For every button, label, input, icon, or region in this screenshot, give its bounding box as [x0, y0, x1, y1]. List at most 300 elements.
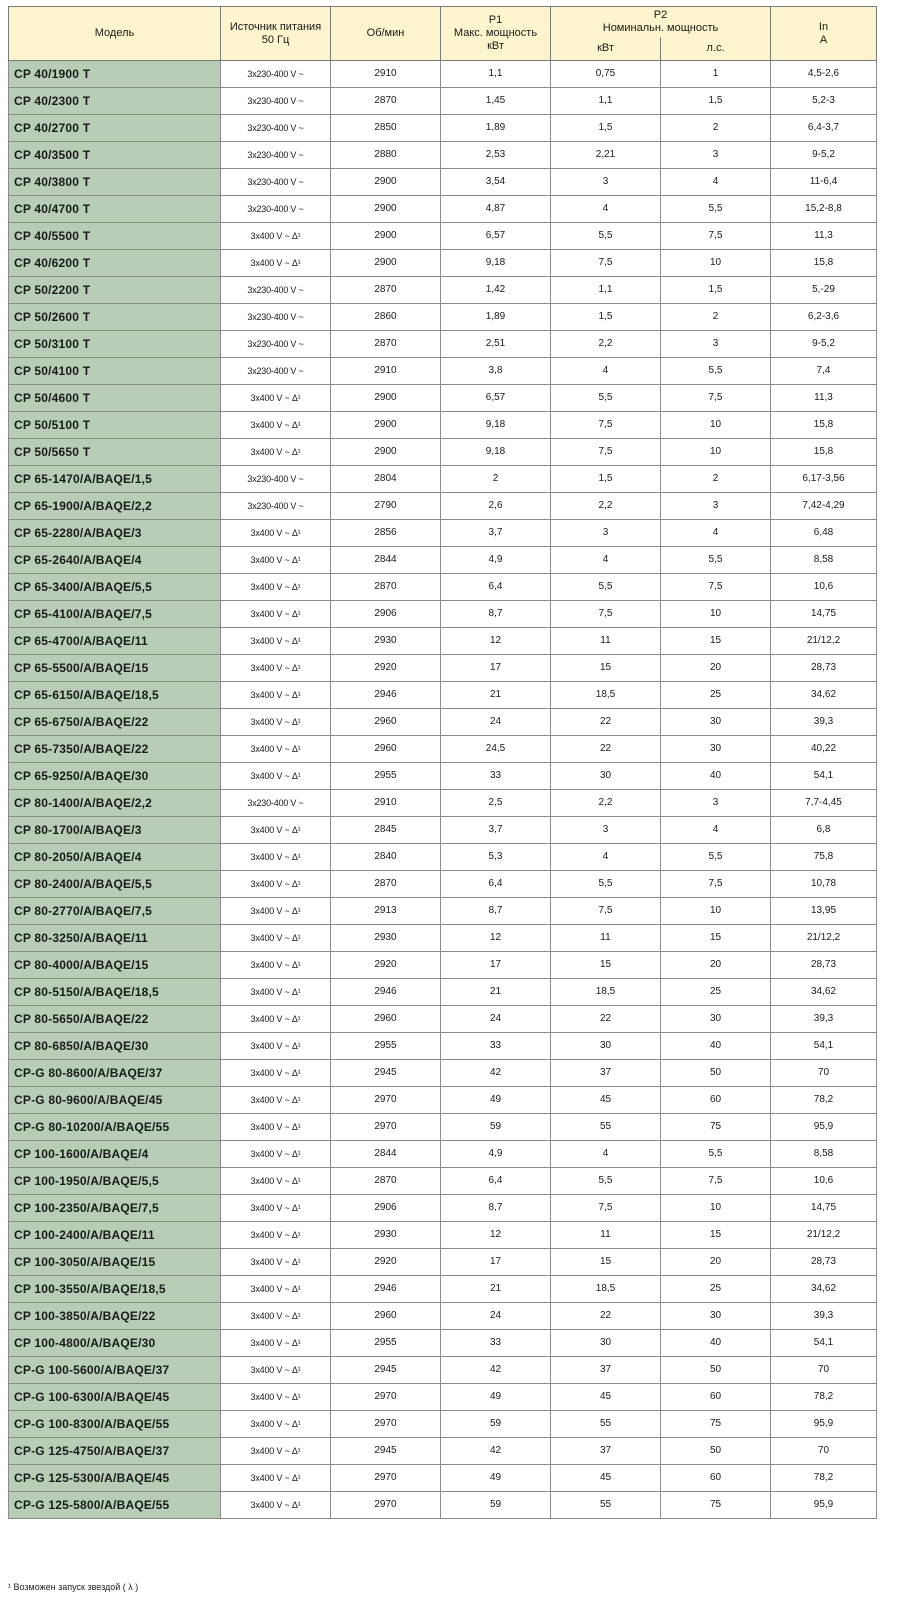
- power-source-cell: 3x400 V ~ Δ¹: [221, 547, 331, 574]
- current-cell: 21/12,2: [771, 1222, 877, 1249]
- power-source-cell: 3x400 V ~ Δ¹: [221, 1060, 331, 1087]
- rpm-cell: 2955: [331, 1330, 441, 1357]
- p2-hp-cell: 5,5: [661, 358, 771, 385]
- current-cell: 95,9: [771, 1411, 877, 1438]
- p1-max-power-cell: 12: [441, 628, 551, 655]
- table-row: [9, 1303, 877, 1330]
- rpm-cell: 2970: [331, 1465, 441, 1492]
- power-source-cell: 3x400 V ~ Δ¹: [221, 817, 331, 844]
- current-cell: 9-5,2: [771, 331, 877, 358]
- current-cell: 78,2: [771, 1465, 877, 1492]
- table-row: [9, 412, 877, 439]
- p2-kw-cell: 11: [551, 1222, 661, 1249]
- power-source-cell: 3x230-400 V ~: [221, 88, 331, 115]
- p1-max-power-cell: 3,7: [441, 520, 551, 547]
- rpm-cell: 2804: [331, 466, 441, 493]
- rpm-cell: 2955: [331, 1033, 441, 1060]
- p2-hp-cell: 15: [661, 925, 771, 952]
- p2-kw-cell: 55: [551, 1492, 661, 1519]
- rpm-cell: 2920: [331, 952, 441, 979]
- p2-kw-cell: 18,5: [551, 979, 661, 1006]
- power-source-cell: 3x400 V ~ Δ¹: [221, 1411, 331, 1438]
- rpm-cell: 2970: [331, 1384, 441, 1411]
- model-cell: CP 100-3850/A/BAQE/22: [9, 1303, 221, 1330]
- rpm-cell: 2870: [331, 871, 441, 898]
- rpm-cell: 2856: [331, 520, 441, 547]
- current-cell: 5,-29: [771, 277, 877, 304]
- rpm-cell: 2790: [331, 493, 441, 520]
- p2-kw-cell: 1,1: [551, 88, 661, 115]
- model-cell: CP 40/3500 T: [9, 142, 221, 169]
- table-row: [9, 682, 877, 709]
- p2-kw-cell: 55: [551, 1411, 661, 1438]
- power-source-cell: 3x400 V ~ Δ¹: [221, 1249, 331, 1276]
- p2-hp-cell: 60: [661, 1465, 771, 1492]
- power-source-cell: 3x400 V ~ Δ¹: [221, 763, 331, 790]
- table-row: [9, 817, 877, 844]
- current-cell: 75,8: [771, 844, 877, 871]
- current-cell: 7,7-4,45: [771, 790, 877, 817]
- model-cell: CP 65-1900/A/BAQE/2,2: [9, 493, 221, 520]
- model-cell: CP 100-1600/A/BAQE/4: [9, 1141, 221, 1168]
- p1-max-power-cell: 2,51: [441, 331, 551, 358]
- p2-hp-cell: 10: [661, 1195, 771, 1222]
- current-cell: 70: [771, 1357, 877, 1384]
- p2-kw-cell: 7,5: [551, 250, 661, 277]
- p2-hp-cell: 1,5: [661, 277, 771, 304]
- p2-kw-cell: 11: [551, 925, 661, 952]
- p2-kw-cell: 5,5: [551, 574, 661, 601]
- p1-max-power-cell: 42: [441, 1357, 551, 1384]
- table-row: [9, 1492, 877, 1519]
- model-cell: CP 65-4100/A/BAQE/7,5: [9, 601, 221, 628]
- p2-hp-cell: 2: [661, 304, 771, 331]
- p2-hp-cell: 30: [661, 1303, 771, 1330]
- current-cell: 21/12,2: [771, 925, 877, 952]
- p2-kw-cell: 2,2: [551, 331, 661, 358]
- rpm-cell: 2840: [331, 844, 441, 871]
- model-cell: CP 80-4000/A/BAQE/15: [9, 952, 221, 979]
- p1-max-power-cell: 59: [441, 1411, 551, 1438]
- rpm-cell: 2900: [331, 250, 441, 277]
- p1-max-power-cell: 6,57: [441, 223, 551, 250]
- footnote: ¹ Возможен запуск звездой ( λ ): [8, 1582, 139, 1592]
- model-cell: CP 80-2770/A/BAQE/7,5: [9, 898, 221, 925]
- p1-max-power-cell: 3,8: [441, 358, 551, 385]
- p1-max-power-cell: 1,89: [441, 304, 551, 331]
- power-source-cell: 3x230-400 V ~: [221, 277, 331, 304]
- current-cell: 39,3: [771, 1303, 877, 1330]
- model-cell: CP-G 80-9600/A/BAQE/45: [9, 1087, 221, 1114]
- p2-kw-cell: 1,5: [551, 466, 661, 493]
- table-row: [9, 1357, 877, 1384]
- p2-kw-cell: 1,1: [551, 277, 661, 304]
- power-source-cell: 3x400 V ~ Δ¹: [221, 1330, 331, 1357]
- p2-hp-cell: 30: [661, 1006, 771, 1033]
- p1-max-power-cell: 2,6: [441, 493, 551, 520]
- p1-max-power-cell: 1,89: [441, 115, 551, 142]
- p2-hp-cell: 5,5: [661, 844, 771, 871]
- current-cell: 14,75: [771, 601, 877, 628]
- p2-kw-cell: 7,5: [551, 601, 661, 628]
- p1-max-power-cell: 3,54: [441, 169, 551, 196]
- p1-max-power-cell: 24: [441, 709, 551, 736]
- p2-kw-cell: 1,5: [551, 304, 661, 331]
- p2-hp-cell: 25: [661, 1276, 771, 1303]
- p2-hp-cell: 3: [661, 331, 771, 358]
- p2-hp-cell: 60: [661, 1087, 771, 1114]
- p2-hp-cell: 20: [661, 952, 771, 979]
- p2-kw-cell: 30: [551, 763, 661, 790]
- p1-max-power-cell: 6,57: [441, 385, 551, 412]
- model-cell: CP 100-3550/A/BAQE/18,5: [9, 1276, 221, 1303]
- table-row: [9, 601, 877, 628]
- power-source-cell: 3x230-400 V ~: [221, 169, 331, 196]
- p1-max-power-cell: 17: [441, 1249, 551, 1276]
- rpm-cell: 2900: [331, 385, 441, 412]
- p1-max-power-cell: 9,18: [441, 250, 551, 277]
- header-p2-kw: [551, 37, 661, 61]
- p2-hp-cell: 25: [661, 682, 771, 709]
- current-cell: 39,3: [771, 709, 877, 736]
- rpm-cell: 2960: [331, 1006, 441, 1033]
- p2-hp-cell: 75: [661, 1492, 771, 1519]
- p2-hp-cell: 7,5: [661, 1168, 771, 1195]
- table-row: [9, 88, 877, 115]
- table-row: [9, 1438, 877, 1465]
- table-row: [9, 1033, 877, 1060]
- current-cell: 34,62: [771, 979, 877, 1006]
- current-cell: 54,1: [771, 1033, 877, 1060]
- p2-hp-cell: 7,5: [661, 871, 771, 898]
- power-source-cell: 3x400 V ~ Δ¹: [221, 1141, 331, 1168]
- p1-max-power-cell: 17: [441, 655, 551, 682]
- table-row: [9, 925, 877, 952]
- p2-kw-cell: 4: [551, 547, 661, 574]
- model-cell: CP-G 100-6300/A/BAQE/45: [9, 1384, 221, 1411]
- p2-hp-cell: 2: [661, 115, 771, 142]
- model-cell: CP 65-9250/A/BAQE/30: [9, 763, 221, 790]
- p1-max-power-cell: 12: [441, 1222, 551, 1249]
- model-cell: CP 40/6200 T: [9, 250, 221, 277]
- p1-max-power-cell: 33: [441, 1330, 551, 1357]
- rpm-cell: 2880: [331, 142, 441, 169]
- p2-kw-cell: 37: [551, 1357, 661, 1384]
- current-cell: 10,6: [771, 574, 877, 601]
- table-row: [9, 763, 877, 790]
- table-row: [9, 952, 877, 979]
- p2-kw-cell: 3: [551, 817, 661, 844]
- rpm-cell: 2910: [331, 358, 441, 385]
- current-cell: 8,58: [771, 1141, 877, 1168]
- p1-max-power-cell: 21: [441, 682, 551, 709]
- p1-max-power-cell: 8,7: [441, 898, 551, 925]
- rpm-cell: 2870: [331, 574, 441, 601]
- rpm-cell: 2870: [331, 277, 441, 304]
- p2-kw-cell: 18,5: [551, 682, 661, 709]
- p2-kw-cell: 15: [551, 1249, 661, 1276]
- rpm-cell: 2945: [331, 1438, 441, 1465]
- table-row: [9, 1141, 877, 1168]
- p2-kw-cell: 3: [551, 520, 661, 547]
- p2-hp-cell: 40: [661, 763, 771, 790]
- header-source-line2: 50 Гц: [261, 33, 290, 46]
- current-cell: 28,73: [771, 952, 877, 979]
- table-row: [9, 223, 877, 250]
- rpm-cell: 2900: [331, 412, 441, 439]
- p2-kw-cell: 55: [551, 1114, 661, 1141]
- power-source-cell: 3x230-400 V ~: [221, 196, 331, 223]
- p1-max-power-cell: 49: [441, 1465, 551, 1492]
- p2-hp-cell: 25: [661, 979, 771, 1006]
- p2-kw-cell: 37: [551, 1438, 661, 1465]
- current-cell: 7,42-4,29: [771, 493, 877, 520]
- rpm-cell: 2900: [331, 439, 441, 466]
- rpm-cell: 2844: [331, 547, 441, 574]
- current-cell: 5,2-3: [771, 88, 877, 115]
- p1-max-power-cell: 17: [441, 952, 551, 979]
- p1-max-power-cell: 42: [441, 1438, 551, 1465]
- rpm-cell: 2913: [331, 898, 441, 925]
- table-row: [9, 898, 877, 925]
- model-cell: CP 100-4800/A/BAQE/30: [9, 1330, 221, 1357]
- p2-kw-cell: 5,5: [551, 385, 661, 412]
- power-source-cell: 3x230-400 V ~: [221, 358, 331, 385]
- model-cell: CP 50/3100 T: [9, 331, 221, 358]
- p1-max-power-cell: 1,42: [441, 277, 551, 304]
- header-model-label: Модель: [94, 27, 135, 39]
- model-cell: CP 50/2600 T: [9, 304, 221, 331]
- p1-max-power-cell: 9,18: [441, 412, 551, 439]
- p1-max-power-cell: 42: [441, 1060, 551, 1087]
- p2-kw-cell: 45: [551, 1384, 661, 1411]
- p2-kw-cell: 7,5: [551, 412, 661, 439]
- rpm-cell: 2870: [331, 88, 441, 115]
- current-cell: 15,2-8,8: [771, 196, 877, 223]
- power-source-cell: 3x230-400 V ~: [221, 115, 331, 142]
- current-cell: 11,3: [771, 385, 877, 412]
- power-source-cell: 3x400 V ~ Δ¹: [221, 1033, 331, 1060]
- p2-hp-cell: 50: [661, 1060, 771, 1087]
- current-cell: 15,8: [771, 439, 877, 466]
- rpm-cell: 2860: [331, 304, 441, 331]
- p1-max-power-cell: 33: [441, 763, 551, 790]
- table-row: [9, 277, 877, 304]
- power-source-cell: 3x400 V ~ Δ¹: [221, 952, 331, 979]
- rpm-cell: 2910: [331, 61, 441, 88]
- header-p2-line1: P2: [653, 8, 668, 21]
- table-row: [9, 844, 877, 871]
- table-row: [9, 169, 877, 196]
- p2-kw-cell: 4: [551, 1141, 661, 1168]
- p1-max-power-cell: 24: [441, 1006, 551, 1033]
- power-source-cell: 3x400 V ~ Δ¹: [221, 520, 331, 547]
- power-source-cell: 3x400 V ~ Δ¹: [221, 1222, 331, 1249]
- current-cell: 78,2: [771, 1087, 877, 1114]
- rpm-cell: 2906: [331, 1195, 441, 1222]
- p1-max-power-cell: 4,9: [441, 547, 551, 574]
- p1-max-power-cell: 8,7: [441, 1195, 551, 1222]
- model-cell: CP 40/2300 T: [9, 88, 221, 115]
- current-cell: 6,17-3,56: [771, 466, 877, 493]
- p2-kw-cell: 45: [551, 1087, 661, 1114]
- header-p1-line2: Макс. мощность: [453, 27, 538, 39]
- p2-hp-cell: 15: [661, 628, 771, 655]
- header-in: [771, 7, 877, 61]
- table-row: [9, 790, 877, 817]
- p2-hp-cell: 3: [661, 493, 771, 520]
- pump-spec-table: [8, 6, 877, 1519]
- power-source-cell: 3x400 V ~ Δ¹: [221, 628, 331, 655]
- p2-kw-cell: 18,5: [551, 1276, 661, 1303]
- rpm-cell: 2945: [331, 1060, 441, 1087]
- p2-hp-cell: 3: [661, 790, 771, 817]
- p2-hp-cell: 4: [661, 169, 771, 196]
- table-body: [9, 61, 877, 1519]
- p2-kw-cell: 7,5: [551, 439, 661, 466]
- p2-kw-cell: 5,5: [551, 871, 661, 898]
- current-cell: 14,75: [771, 1195, 877, 1222]
- p2-kw-cell: 3: [551, 169, 661, 196]
- current-cell: 28,73: [771, 655, 877, 682]
- header-rpm-label: Об/мин: [366, 27, 405, 39]
- p2-hp-cell: 10: [661, 439, 771, 466]
- current-cell: 40,22: [771, 736, 877, 763]
- power-source-cell: 3x400 V ~ Δ¹: [221, 898, 331, 925]
- model-cell: CP 40/4700 T: [9, 196, 221, 223]
- p2-hp-cell: 5,5: [661, 196, 771, 223]
- header-rpm: [331, 7, 441, 61]
- rpm-cell: 2945: [331, 1357, 441, 1384]
- current-cell: 78,2: [771, 1384, 877, 1411]
- p2-hp-cell: 5,5: [661, 1141, 771, 1168]
- power-source-cell: 3x400 V ~ Δ¹: [221, 682, 331, 709]
- p2-kw-cell: 1,5: [551, 115, 661, 142]
- p2-hp-cell: 10: [661, 412, 771, 439]
- current-cell: 6,4-3,7: [771, 115, 877, 142]
- power-source-cell: 3x230-400 V ~: [221, 331, 331, 358]
- rpm-cell: 2906: [331, 601, 441, 628]
- p2-kw-cell: 15: [551, 655, 661, 682]
- current-cell: 7,4: [771, 358, 877, 385]
- p2-hp-cell: 7,5: [661, 223, 771, 250]
- header-p2-line2: Номинальн. мощность: [602, 21, 719, 34]
- rpm-cell: 2920: [331, 1249, 441, 1276]
- header-p1-unit: кВт: [487, 40, 504, 52]
- current-cell: 13,95: [771, 898, 877, 925]
- model-cell: CP 65-1470/A/BAQE/1,5: [9, 466, 221, 493]
- table-row: [9, 1114, 877, 1141]
- current-cell: 4,5-2,6: [771, 61, 877, 88]
- rpm-cell: 2900: [331, 196, 441, 223]
- rpm-cell: 2970: [331, 1114, 441, 1141]
- table-row: [9, 358, 877, 385]
- power-source-cell: 3x400 V ~ Δ¹: [221, 250, 331, 277]
- power-source-cell: 3x230-400 V ~: [221, 790, 331, 817]
- power-source-cell: 3x230-400 V ~: [221, 493, 331, 520]
- p2-kw-cell: 30: [551, 1330, 661, 1357]
- model-cell: CP 65-2640/A/BAQE/4: [9, 547, 221, 574]
- p2-hp-cell: 60: [661, 1384, 771, 1411]
- p2-kw-cell: 45: [551, 1465, 661, 1492]
- current-cell: 34,62: [771, 682, 877, 709]
- rpm-cell: 2930: [331, 1222, 441, 1249]
- p2-hp-cell: 3: [661, 142, 771, 169]
- model-cell: CP 80-1400/A/BAQE/2,2: [9, 790, 221, 817]
- power-source-cell: 3x400 V ~ Δ¹: [221, 601, 331, 628]
- model-cell: CP 80-3250/A/BAQE/11: [9, 925, 221, 952]
- current-cell: 15,8: [771, 412, 877, 439]
- p2-kw-cell: 37: [551, 1060, 661, 1087]
- current-cell: 28,73: [771, 1249, 877, 1276]
- model-cell: CP 65-6750/A/BAQE/22: [9, 709, 221, 736]
- p1-max-power-cell: 4,9: [441, 1141, 551, 1168]
- rpm-cell: 2970: [331, 1087, 441, 1114]
- rpm-cell: 2946: [331, 1276, 441, 1303]
- power-source-cell: 3x230-400 V ~: [221, 466, 331, 493]
- p1-max-power-cell: 59: [441, 1492, 551, 1519]
- p2-hp-cell: 7,5: [661, 574, 771, 601]
- model-cell: CP 50/4100 T: [9, 358, 221, 385]
- current-cell: 10,6: [771, 1168, 877, 1195]
- table-row: [9, 115, 877, 142]
- model-cell: CP 100-2350/A/BAQE/7,5: [9, 1195, 221, 1222]
- p1-max-power-cell: 6,4: [441, 574, 551, 601]
- p1-max-power-cell: 6,4: [441, 871, 551, 898]
- table-row: [9, 61, 877, 88]
- rpm-cell: 2955: [331, 763, 441, 790]
- model-cell: CP 40/1900 T: [9, 61, 221, 88]
- p2-hp-cell: 7,5: [661, 385, 771, 412]
- p1-max-power-cell: 2: [441, 466, 551, 493]
- p2-kw-cell: 22: [551, 1303, 661, 1330]
- p2-kw-cell: 2,2: [551, 493, 661, 520]
- model-cell: CP 80-2050/A/BAQE/4: [9, 844, 221, 871]
- table-row: [9, 1249, 877, 1276]
- p2-hp-cell: 40: [661, 1330, 771, 1357]
- table-row: [9, 331, 877, 358]
- table-row: [9, 142, 877, 169]
- header-p2-hp-label: л.с.: [706, 41, 725, 54]
- p2-hp-cell: 1: [661, 61, 771, 88]
- table-row: [9, 979, 877, 1006]
- model-cell: CP-G 80-8600/A/BAQE/37: [9, 1060, 221, 1087]
- p1-max-power-cell: 49: [441, 1384, 551, 1411]
- rpm-cell: 2920: [331, 655, 441, 682]
- model-cell: CP 100-2400/A/BAQE/11: [9, 1222, 221, 1249]
- header-power-source: [221, 7, 331, 61]
- rpm-cell: 2900: [331, 223, 441, 250]
- table-row: [9, 439, 877, 466]
- p2-hp-cell: 75: [661, 1411, 771, 1438]
- rpm-cell: 2960: [331, 1303, 441, 1330]
- power-source-cell: 3x400 V ~ Δ¹: [221, 1168, 331, 1195]
- p2-hp-cell: 10: [661, 601, 771, 628]
- p2-kw-cell: 22: [551, 709, 661, 736]
- table-row: [9, 628, 877, 655]
- model-cell: CP-G 125-5300/A/BAQE/45: [9, 1465, 221, 1492]
- rpm-cell: 2900: [331, 169, 441, 196]
- p1-max-power-cell: 4,87: [441, 196, 551, 223]
- p1-max-power-cell: 33: [441, 1033, 551, 1060]
- rpm-cell: 2930: [331, 925, 441, 952]
- power-source-cell: 3x230-400 V ~: [221, 304, 331, 331]
- p2-hp-cell: 4: [661, 520, 771, 547]
- header-p2: [551, 7, 771, 37]
- model-cell: CP 50/5100 T: [9, 412, 221, 439]
- rpm-cell: 2870: [331, 1168, 441, 1195]
- table-row: [9, 493, 877, 520]
